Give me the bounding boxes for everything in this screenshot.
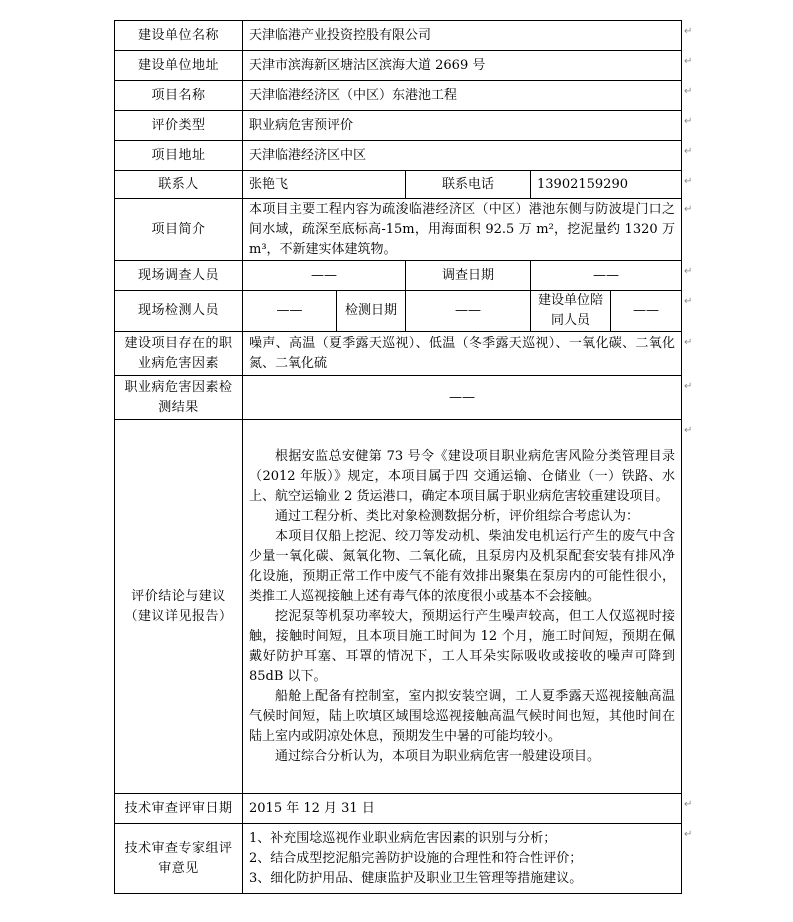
conclusion-body [243,420,682,794]
contact-label: 联系人 [115,171,243,199]
review-date-value: 2015 年 12 月 31 日 [243,794,682,824]
escort-label: 建设单位陪同人员 [531,291,611,332]
conclusion-label [115,420,243,794]
paragraph-mark-icon: ↵ [684,424,693,436]
paragraph-mark-icon: ↵ [684,265,693,277]
paragraph-mark-icon: ↵ [684,380,693,392]
hazards-label: 建设项目存在的职业病危害因素 [115,332,243,376]
paragraph-mark-icon: ↵ [684,203,693,215]
detection-result-value: —— [243,376,682,420]
phone-label: 联系电话 [406,171,531,199]
conclusion-label-line2: （建议详见报告） [124,608,233,624]
survey-date-label: 调查日期 [406,261,531,291]
conclusion-paragraph: 根据安监总安健第 73 号令《建设项目职业病危害风险分类管理目录（2012 年版）》规定，本项目属于四 交通运输、仓储业（一）铁路、水上、航空运输业 2 货运港口，确定本项目属于职业病危害较重建设项目。 [249,448,676,504]
row-unit-address [115,51,682,81]
detection-date-label: 检测日期 [337,291,406,332]
row-project-address [115,141,682,171]
project-name-label: 项目名称 [115,81,243,111]
row-contact [115,171,682,199]
row-hazards [115,332,682,376]
row-detection-result [115,376,682,420]
phone-value: 13902159290 [531,171,682,199]
paragraph-mark-icon: ↵ [684,115,693,127]
expert-opinion-label: 技术审查专家组评审意见 [115,824,243,894]
project-info-table [114,20,682,894]
detection-label: 现场检测人员 [115,291,243,332]
unit-name-value: 天津临港产业投资控股有限公司 [243,21,682,51]
hazards-value: 噪声、高温（夏季露天巡视）、低温（冬季露天巡视）、一氧化碳、二氧化氮、二氧化硫 [243,332,682,376]
paragraph-mark-icon: ↵ [684,336,693,348]
expert-opinion-item: 2、结合成型挖泥船完善防护设施的合理性和符合性评价； [249,850,583,866]
survey-label: 现场调查人员 [115,261,243,291]
paragraph-mark-icon: ↵ [684,55,693,67]
expert-opinion-body [243,824,682,894]
row-unit-name [115,21,682,51]
unit-address-value: 天津市滨海新区塘沽区滨海大道 2669 号 [243,51,682,81]
escort-value: —— [611,291,682,332]
row-survey [115,261,682,291]
survey-date-value: —— [531,261,682,291]
project-name-value: 天津临港经济区（中区）东港池工程 [243,81,682,111]
project-address-label: 项目地址 [115,141,243,171]
conclusion-paragraph: 挖泥泵等机泵功率较大，预期运行产生噪声较高，但工人仅巡视时接触，接触时间短，且本项目施工时间为 12 个月，施工时间短，预期在佩戴好防护耳塞、耳罩的情况下，工人耳朵实际吸收或接收的噪声可降到 85dB 以下。 [249,608,676,684]
conclusion-paragraph: 通过综合分析认为，本项目为职业病危害一般建设项目。 [275,748,601,764]
detection-value: —— [243,291,337,332]
row-review-date [115,794,682,824]
summary-value: 本项目主要工程内容为疏浚临港经济区（中区）港池东侧与防波堤门口之间水域，疏深至底标高-15m，用海面积 92.5 万 m²，挖泥量约 1320 万 m³，不新建实体建筑物。 [243,199,682,261]
detection-date-value: —— [406,291,531,332]
conclusion-paragraph: 船舱上配备有控制室，室内拟安装空调，工人夏季露天巡视接触高温气候时间短，陆上吹填区域围埝巡视接触高温气候时间也短，其他时间在陆上室内或阴凉处休息，预期发生中暑的可能均较小。 [249,688,676,744]
row-summary [115,199,682,261]
paragraph-mark-icon: ↵ [684,175,693,187]
paragraph-mark-icon: ↵ [684,145,693,157]
row-eval-type [115,111,682,141]
eval-type-label: 评价类型 [115,111,243,141]
paragraph-mark-icon: ↵ [684,25,693,37]
paragraph-mark-icon: ↵ [684,798,693,810]
paragraph-mark-icon: ↵ [684,828,693,840]
contact-value: 张艳飞 [243,171,406,199]
row-conclusion [115,420,682,794]
conclusion-paragraph: 本项目仅船上挖泥、绞刀等发动机、柴油发电机运行产生的废气中含少量一氧化碳、氮氧化物、二氧化硫，且泵房内及机泵配套安装有排风净化设施，预期正常工作中废气不能有效排出聚集在泵房内的可能性很小，类推工人巡视接触上述有毒气体的浓度很小或基本不会接触。 [249,528,676,604]
row-expert-opinion [115,824,682,894]
project-address-value: 天津临港经济区中区 [243,141,682,171]
expert-opinion-item: 3、细化防护用品、健康监护及职业卫生管理等措施建议。 [249,870,583,886]
unit-name-label: 建设单位名称 [115,21,243,51]
eval-type-value: 职业病危害预评价 [243,111,682,141]
detection-result-label: 职业病危害因素检测结果 [115,376,243,420]
summary-label: 项目简介 [115,199,243,261]
review-date-label: 技术审查评审日期 [115,794,243,824]
row-detection [115,291,682,332]
expert-opinion-item: 1、补充围埝巡视作业职业病危害因素的识别与分析； [249,830,557,846]
row-project-name [115,81,682,111]
survey-value: —— [243,261,406,291]
conclusion-label-line1: 评价结论与建议 [131,588,226,604]
unit-address-label: 建设单位地址 [115,51,243,81]
conclusion-paragraph: 通过工程分析、类比对象检测数据分析，评价组综合考虑认为： [275,508,640,524]
paragraph-mark-icon: ↵ [684,295,693,307]
paragraph-mark-icon: ↵ [684,85,693,97]
